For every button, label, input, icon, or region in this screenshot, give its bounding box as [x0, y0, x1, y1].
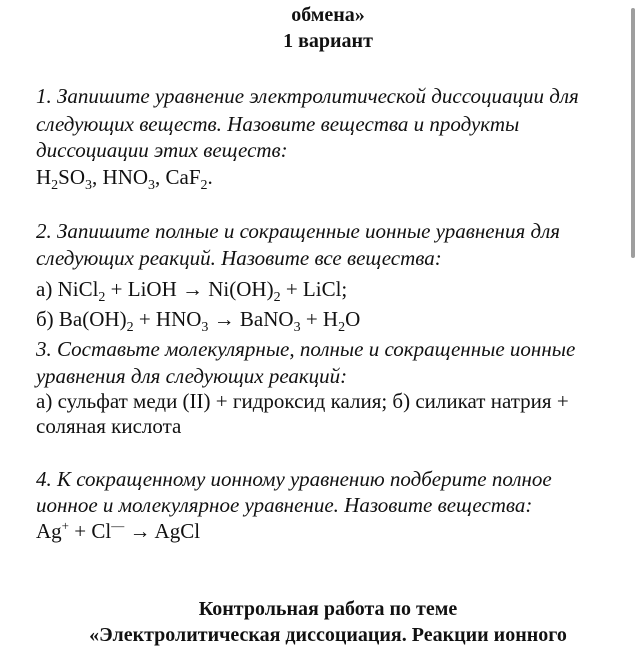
- task1-line3: диссоциации этих веществ:: [36, 138, 288, 162]
- task3-line4: соляная кислота: [36, 414, 182, 438]
- variant-heading: 1 вариант: [283, 30, 373, 52]
- title-end: обмена»: [291, 4, 365, 26]
- footer-subtitle: «Электролитическая диссоциация. Реакции ионного: [89, 624, 567, 646]
- task2-line2: следующих реакций. Назовите все вещества:: [36, 246, 442, 270]
- task1-line2: следующих веществ. Назовите вещества и продукты: [36, 112, 520, 136]
- task2-equation-b: б) $Ba(OH)_2 + HNO_3$ → BaNO$_3$ + $H_2O$: [36, 307, 361, 335]
- task3-line3: а) сульфат меди (II) + гидроксид калия; б) силикат натрия +: [36, 389, 569, 413]
- task3-line1: 3. Составьте молекулярные, полные и сокращенные ионные: [36, 337, 576, 361]
- task4-line2: ионное и молекулярное уравнение. Назовите вещества:: [36, 493, 533, 517]
- task4-equation: Ag+ + Cl— → AgCl: [36, 518, 201, 543]
- task2-line1: 2. Запишите полные и сокращенные ионные уравнения для: [36, 219, 561, 243]
- footer-title: Контрольная работа по теме: [198, 598, 458, 620]
- scrollbar[interactable]: [631, 8, 635, 258]
- task4-line1: 4. К сокращенному ионному уравнению подберите полное: [36, 467, 552, 491]
- task2-equation-a: а) NiCl$_2$ + LiOH → $Ni(OH)_2$ + LiCl;: [36, 277, 348, 305]
- task1-formulas: $H_2SO_3$, $HNO_3$, CaF$_2$.: [36, 165, 213, 193]
- task1-line1: 1. Запишите уравнение электролитической диссоциации для: [36, 84, 579, 108]
- task3-line2: уравнения для следующих реакций:: [36, 364, 348, 388]
